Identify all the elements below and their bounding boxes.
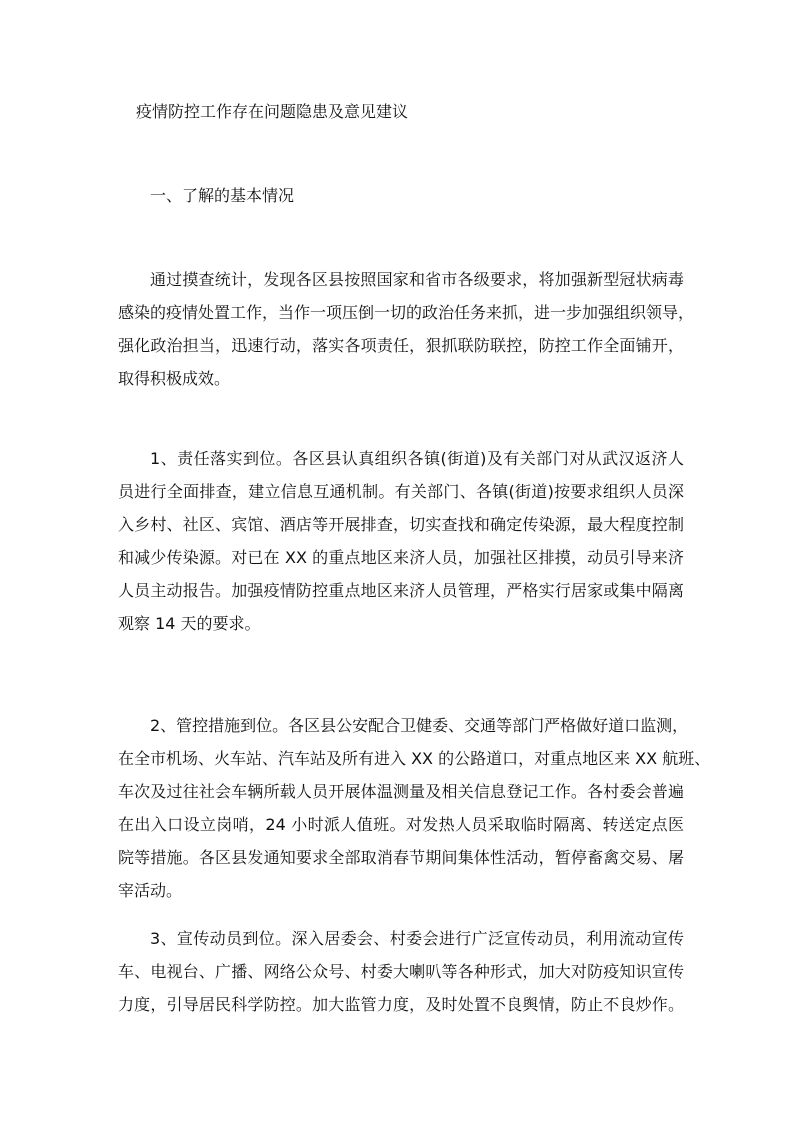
paragraph-line: 观察 14 天的要求。: [118, 614, 261, 633]
paragraph-line: 在出入口设立岗哨，24 小时派人值班。对发热人员采取临时隔离、转送定点医: [118, 815, 684, 834]
paragraph-line: 和减少传染源。对已在 XX 的重点地区来济人员，加强社区排摸，动员引导来济: [118, 548, 684, 567]
paragraph-line: 通过摸查统计，发现各区县按照国家和省市各级要求，将加强新型冠状病毒: [150, 270, 684, 289]
paragraph-line: 入乡村、社区、宾馆、酒店等开展排查，切实查找和确定传染源，最大程度控制: [118, 515, 684, 534]
paragraph-line: 1、责任落实到位。各区县认真组织各镇(街道)及有关部门对从武汉返济人: [150, 449, 684, 468]
paragraph-line: 员进行全面排查，建立信息互通机制。有关部门、各镇(街道)按要求组织人员深: [118, 482, 684, 501]
paragraph-responsibility: [118, 442, 684, 640]
paragraph-line: 感染的疫情处置工作，当作一项压倒一切的政治任务来抓，进一步加强组织领导，: [118, 303, 695, 322]
document-title: 疫情防控工作存在问题隐患及意见建议: [136, 102, 409, 121]
paragraph-line: 院等措施。各区县发通知要求全部取消春节期间集体性活动，暂停畜禽交易、屠: [118, 848, 684, 867]
section-heading: 一、了解的基本情况: [150, 186, 295, 205]
paragraph-line: 强化政治担当，迅速行动，落实各项责任，狠抓联防联控，防控工作全面铺开，: [118, 336, 684, 355]
paragraph-line: 力度，引导居民科学防控。加大监管力度，及时处置不良舆情，防止不良炒作。: [118, 995, 684, 1014]
paragraph-line: 车次及过往社会车辆所载人员开展体温测量及相关信息登记工作。各村委会普遍: [118, 782, 684, 801]
paragraph-line: 人员主动报告。加强疫情防控重点地区来济人员管理，严格实行居家或集中隔离: [118, 581, 684, 600]
paragraph-overview: [118, 263, 695, 395]
paragraph-line: 车、电视台、广播、网络公众号、村委大喇叭等各种形式，加大对防疫知识宣传: [118, 962, 684, 981]
paragraph-line: 3、宣传动员到位。深入居委会、村委会进行广泛宣传动员，利用流动宣传: [150, 929, 684, 948]
paragraph-control-measures: [118, 709, 711, 907]
paragraph-line: 宰活动。: [118, 881, 183, 900]
paragraph-publicity: [118, 922, 684, 1021]
paragraph-line: 取得积极成效。: [118, 369, 231, 388]
paragraph-line: 在全市机场、火车站、汽车站及所有进入 XX 的公路道口，对重点地区来 XX 航班、: [118, 749, 711, 768]
paragraph-line: 2、管控措施到位。各区县公安配合卫健委、交通等部门严格做好道口监测，: [150, 716, 689, 735]
